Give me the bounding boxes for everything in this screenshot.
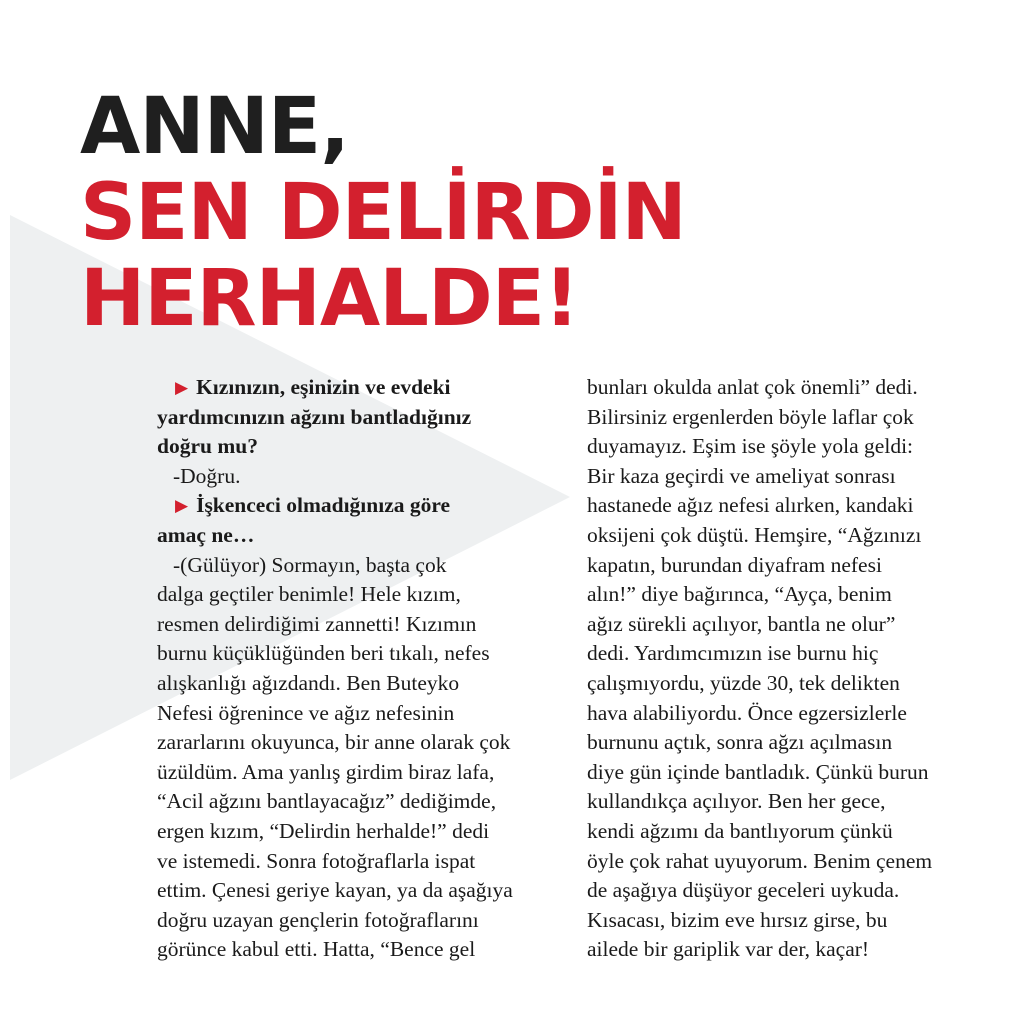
body-text-line: öyle çok rahat uyuyorum. Benim çenem (587, 848, 933, 873)
arrow-right-icon: ▶ (175, 378, 189, 397)
body-text-line: Kısacası, bizim eve hırsız girse, bu (587, 907, 888, 932)
article-right-column (587, 373, 987, 965)
body-text-line: hava alabiliyordu. Önce egzersizlerle (587, 700, 907, 725)
answer-2-line: “Acil ağzını bantlayacağız” dediğimde, (157, 789, 497, 814)
body-text-line: oksijeni çok düştü. Hemşire, “Ağzınızı (587, 522, 922, 547)
body-text-line: kullandıkça açılıyor. Ben her gece, (587, 789, 886, 814)
body-text-line: hastanede ağız nefesi alırken, kandaki (587, 493, 914, 518)
question-2-text: İşkenceci olmadığınıza göre (196, 493, 451, 518)
answer-2-line: ve istemedi. Sonra fotoğraflarla ispat (157, 848, 476, 873)
answer-2-line: ergen kızım, “Delirdin herhalde!” dedi (157, 818, 490, 843)
body-text-line: Bir kaza geçirdi ve ameliyat sonrası (587, 463, 896, 488)
body-text-line: kapatın, burundan diyafram nefesi (587, 552, 882, 577)
answer-2-line: dalga geçtiler benimle! Hele kızım, (157, 582, 461, 607)
answer-1: -Doğru. (173, 463, 241, 488)
question-1-line-2: yardımcınızın ağzını bantladığınız (157, 404, 472, 429)
answer-2-line: doğru uzayan gençlerin fotoğraflarını (157, 907, 479, 932)
answer-2-line: resmen delirdiğimi zannetti! Kızımın (157, 611, 477, 636)
arrow-right-icon: ▶ (175, 496, 189, 516)
body-text-line: çalışmıyordu, yüzde 30, tek delikten (587, 670, 900, 695)
question-1-line-1 (157, 373, 557, 403)
body-text-line: duyamayız. Eşim ise şöyle yola geldi: (587, 434, 914, 459)
answer-2-line: görünce kabul etti. Hatta, “Bence gel (157, 937, 476, 962)
answer-2-line: -(Gülüyor) Sormayın, başta çok (173, 552, 447, 577)
article-headline (80, 82, 686, 346)
headline-line-3: HERHALDE! (80, 254, 579, 344)
question-1-line-3: doğru mu? (157, 434, 258, 459)
body-text-line: alın!” diye bağırınca, “Ayça, benim (587, 582, 892, 607)
body-text-line: burnunu açtık, sonra ağzı açılmasın (587, 730, 893, 755)
question-2-line-1 (157, 491, 557, 521)
answer-2-line: üzüldüm. Ama yanlış girdim biraz lafa, (157, 759, 495, 784)
body-text-line: ağız sürekli açılıyor, bantla ne olur” (587, 611, 896, 636)
answer-2-line: alışkanlığı ağızdandı. Ben Buteyko (157, 670, 460, 695)
body-text-line: kendi ağzımı da bantlıyorum çünkü (587, 818, 893, 843)
body-text-line: dedi. Yardımcımızın ise burnu hiç (587, 641, 879, 666)
answer-2-line: ettim. Çenesi geriye kayan, ya da aşağıya (157, 878, 513, 903)
body-text-line: ailede bir gariplik var der, kaçar! (587, 937, 870, 962)
question-2-line-2: amaç ne… (157, 522, 255, 547)
body-text-line: bunları okulda anlat çok önemli” dedi. (587, 375, 918, 399)
body-text-line: diye gün içinde bantladık. Çünkü burun (587, 759, 929, 784)
headline-line-1: ANNE, (80, 82, 349, 172)
body-text-line: de aşağıya düşüyor geceleri uykuda. (587, 878, 900, 903)
question-1-text: Kızınızın, eşinizin ve evdeki (196, 375, 451, 399)
body-text-line: Bilirsiniz ergenlerden böyle laflar çok (587, 404, 914, 429)
answer-2-line: zararlarını okuyunca, bir anne olarak çok (157, 730, 511, 755)
article-left-column (157, 373, 557, 965)
answer-2-line: Nefesi öğrenince ve ağız nefesinin (157, 700, 455, 725)
answer-2-line: burnu küçüklüğünden beri tıkalı, nefes (157, 641, 490, 666)
headline-line-2: SEN DELİRDİN (80, 168, 686, 258)
